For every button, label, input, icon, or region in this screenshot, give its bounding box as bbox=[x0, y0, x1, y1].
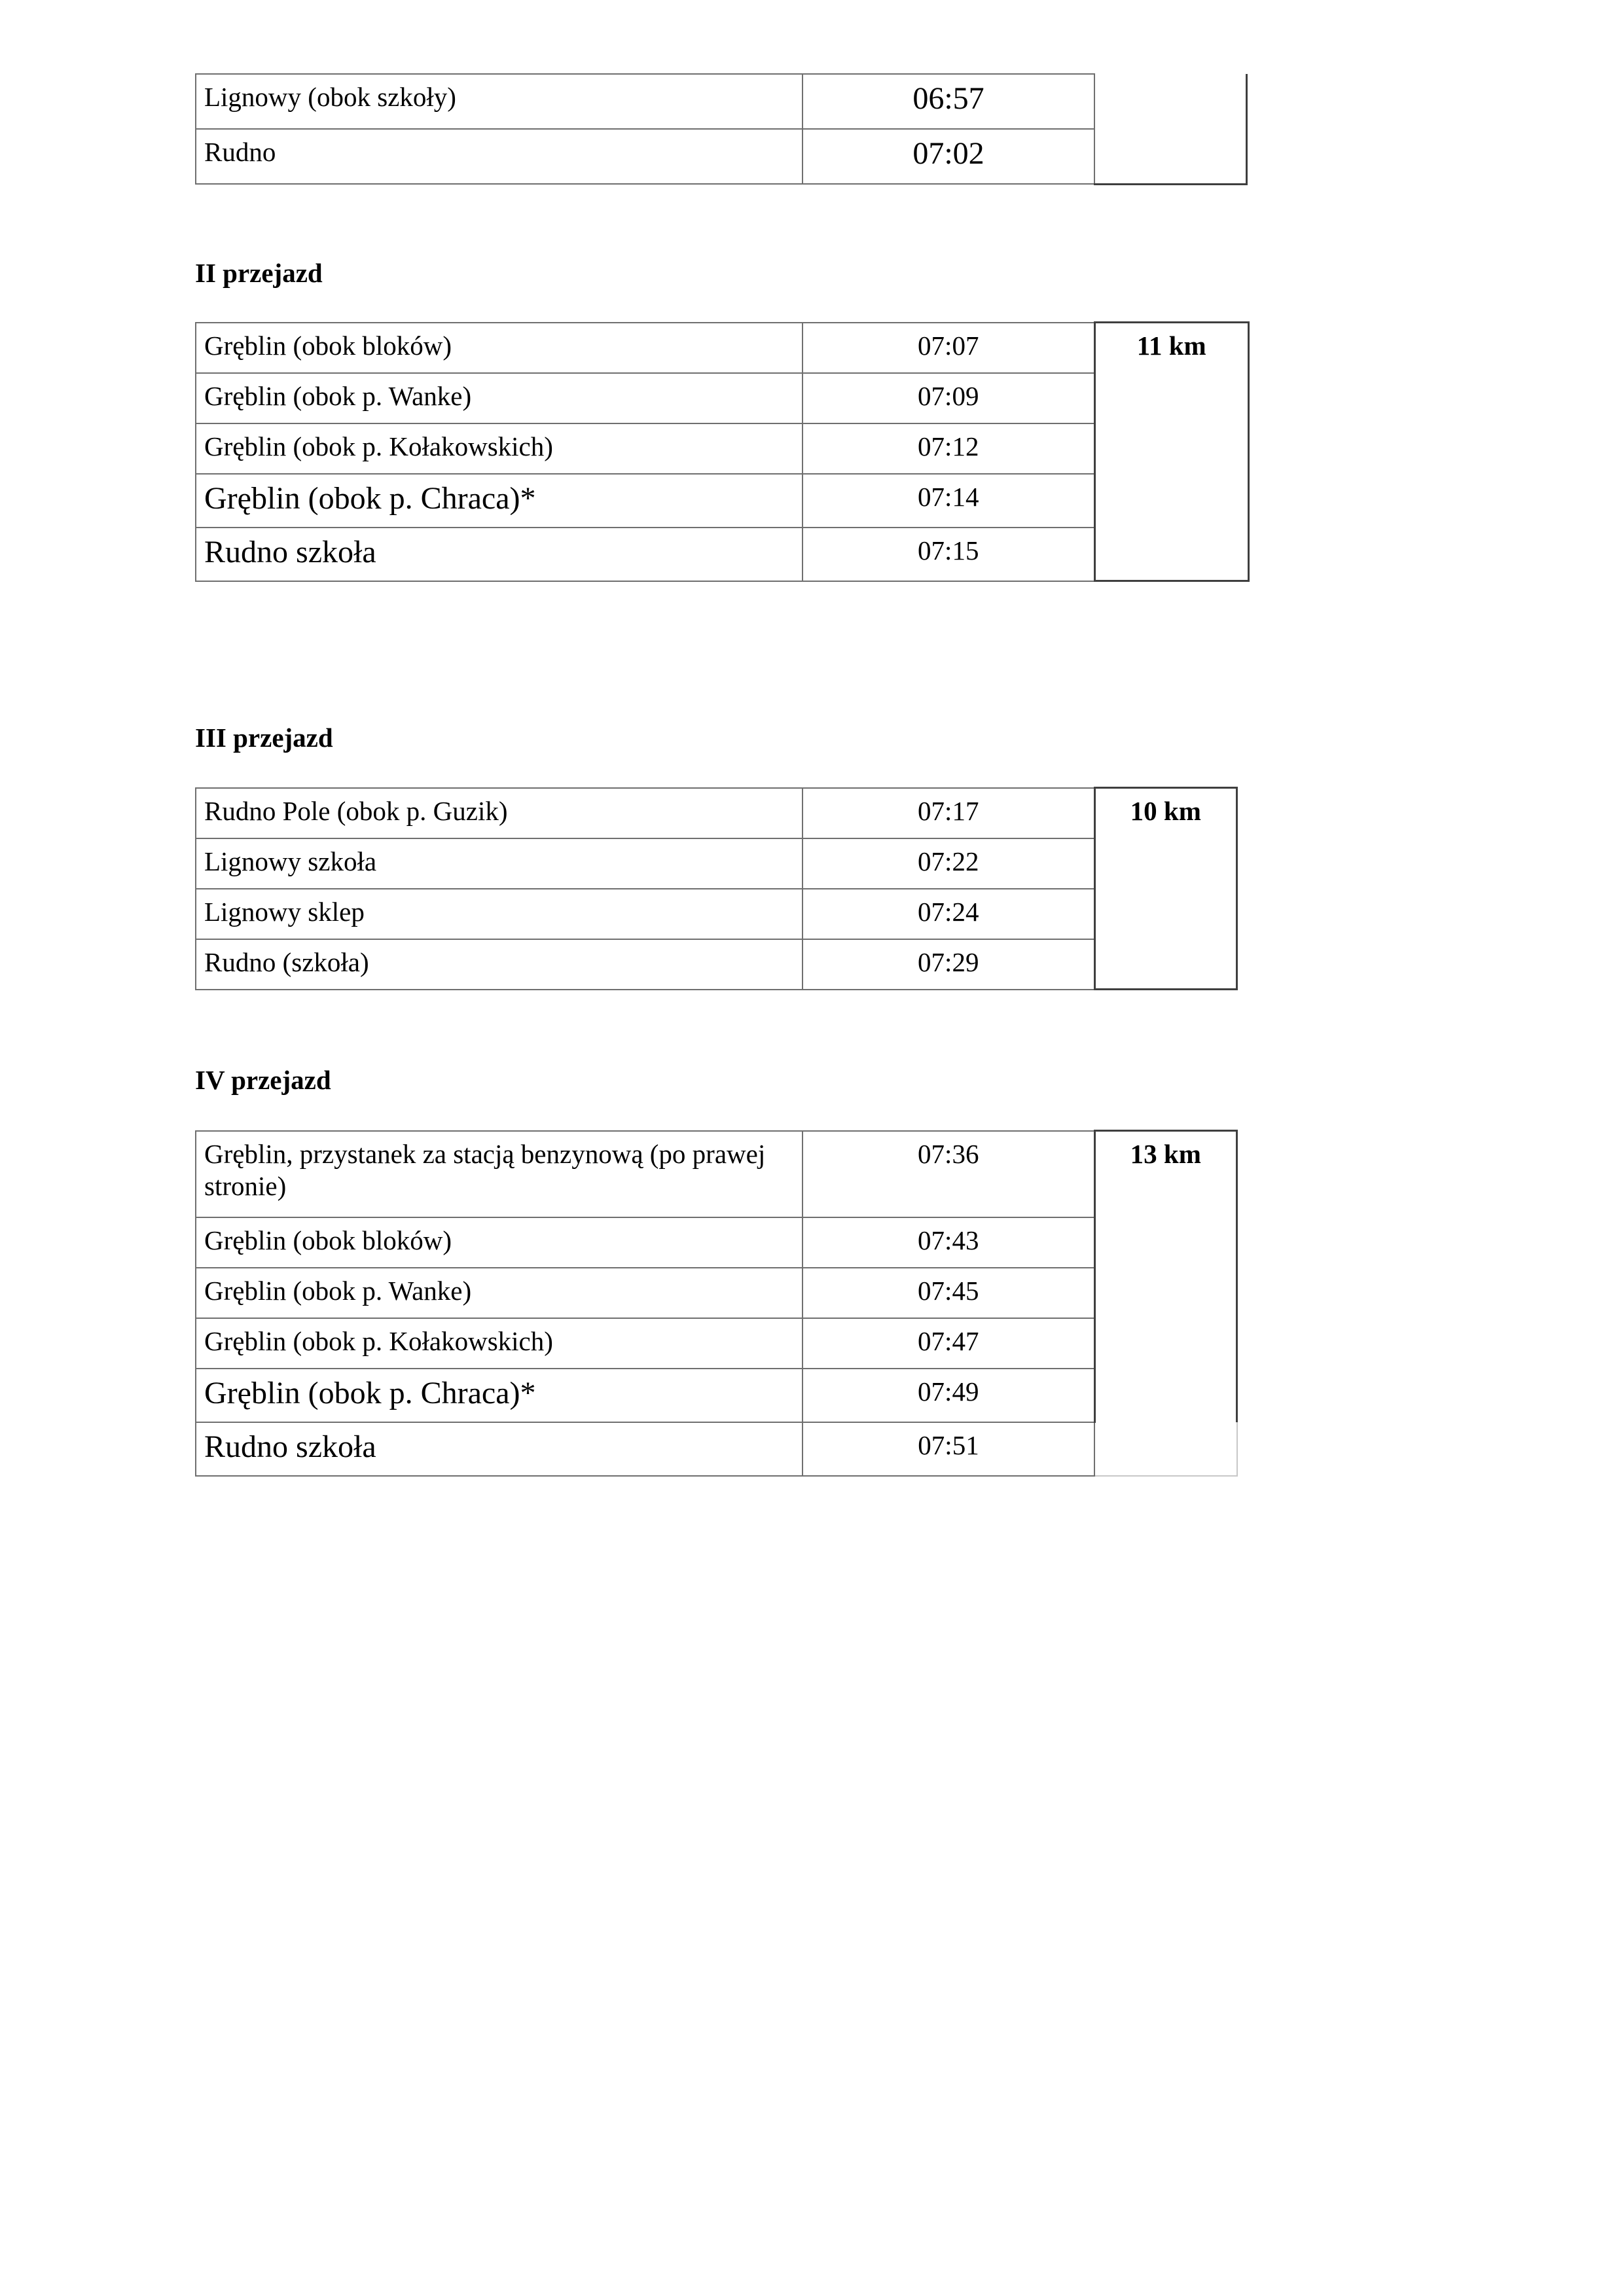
departure-time: 07:22 bbox=[803, 838, 1094, 889]
stop-name: Lignowy szkoła bbox=[196, 838, 803, 889]
table-row bbox=[196, 373, 1249, 423]
departure-time: 07:36 bbox=[803, 1131, 1094, 1217]
section-title-route-2: II przejazd bbox=[195, 258, 323, 288]
distance-cell: 13 km bbox=[1094, 1131, 1237, 1422]
stop-name: Gręblin (obok bloków) bbox=[196, 1217, 803, 1268]
table-row bbox=[196, 474, 1249, 528]
stop-name: Gręblin (obok p. Chraca)* bbox=[196, 1369, 803, 1422]
table-row bbox=[196, 788, 1237, 838]
empty-cell bbox=[1094, 1422, 1237, 1476]
distance-cell: 10 km bbox=[1094, 788, 1237, 990]
departure-time: 07:45 bbox=[803, 1268, 1094, 1318]
departure-time: 07:15 bbox=[803, 528, 1094, 581]
table-row bbox=[196, 1268, 1237, 1318]
table-row bbox=[196, 838, 1237, 889]
stop-name: Rudno szkoła bbox=[196, 528, 803, 581]
stop-name: Gręblin, przystanek za stacją benzynową (po prawej stronie) bbox=[196, 1131, 803, 1217]
route-2-table bbox=[195, 787, 1238, 990]
table-row bbox=[196, 939, 1237, 990]
table-row bbox=[196, 528, 1249, 581]
stop-name: Rudno szkoła bbox=[196, 1422, 803, 1476]
stop-name: Gręblin (obok p. Kołakowskich) bbox=[196, 423, 803, 474]
route-1-table bbox=[195, 321, 1250, 582]
stop-name: Gręblin (obok p. Kołakowskich) bbox=[196, 1318, 803, 1369]
departure-time: 07:14 bbox=[803, 474, 1094, 528]
section-title-route-3: III przejazd bbox=[195, 723, 333, 753]
route-0-table bbox=[195, 73, 1248, 185]
stop-name: Lignowy (obok szkoły) bbox=[196, 74, 803, 129]
departure-time: 07:49 bbox=[803, 1369, 1094, 1422]
distance-cell bbox=[1094, 74, 1247, 184]
table-row bbox=[196, 1318, 1237, 1369]
stop-name: Gręblin (obok bloków) bbox=[196, 323, 803, 373]
stop-name: Rudno Pole (obok p. Guzik) bbox=[196, 788, 803, 838]
stop-name: Rudno (szkoła) bbox=[196, 939, 803, 990]
departure-time: 07:09 bbox=[803, 373, 1094, 423]
table-row bbox=[196, 889, 1237, 939]
stop-name: Lignowy sklep bbox=[196, 889, 803, 939]
table-row bbox=[196, 323, 1249, 373]
table-row bbox=[196, 1217, 1237, 1268]
departure-time: 07:17 bbox=[803, 788, 1094, 838]
table-row bbox=[196, 129, 1247, 184]
table-row bbox=[196, 1422, 1237, 1476]
departure-time: 07:02 bbox=[803, 129, 1094, 184]
table-row bbox=[196, 423, 1249, 474]
table-row bbox=[196, 1369, 1237, 1422]
stop-name: Rudno bbox=[196, 129, 803, 184]
stop-name: Gręblin (obok p. Wanke) bbox=[196, 373, 803, 423]
table-row bbox=[196, 74, 1247, 129]
departure-time: 07:47 bbox=[803, 1318, 1094, 1369]
section-title-route-4: IV przejazd bbox=[195, 1065, 331, 1095]
departure-time: 07:07 bbox=[803, 323, 1094, 373]
departure-time: 07:29 bbox=[803, 939, 1094, 990]
departure-time: 07:24 bbox=[803, 889, 1094, 939]
departure-time: 07:43 bbox=[803, 1217, 1094, 1268]
distance-cell: 11 km bbox=[1094, 323, 1249, 581]
route-3-table bbox=[195, 1130, 1238, 1477]
departure-time: 06:57 bbox=[803, 74, 1094, 129]
table-row bbox=[196, 1131, 1237, 1217]
departure-time: 07:51 bbox=[803, 1422, 1094, 1476]
stop-name: Gręblin (obok p. Wanke) bbox=[196, 1268, 803, 1318]
departure-time: 07:12 bbox=[803, 423, 1094, 474]
stop-name: Gręblin (obok p. Chraca)* bbox=[196, 474, 803, 528]
